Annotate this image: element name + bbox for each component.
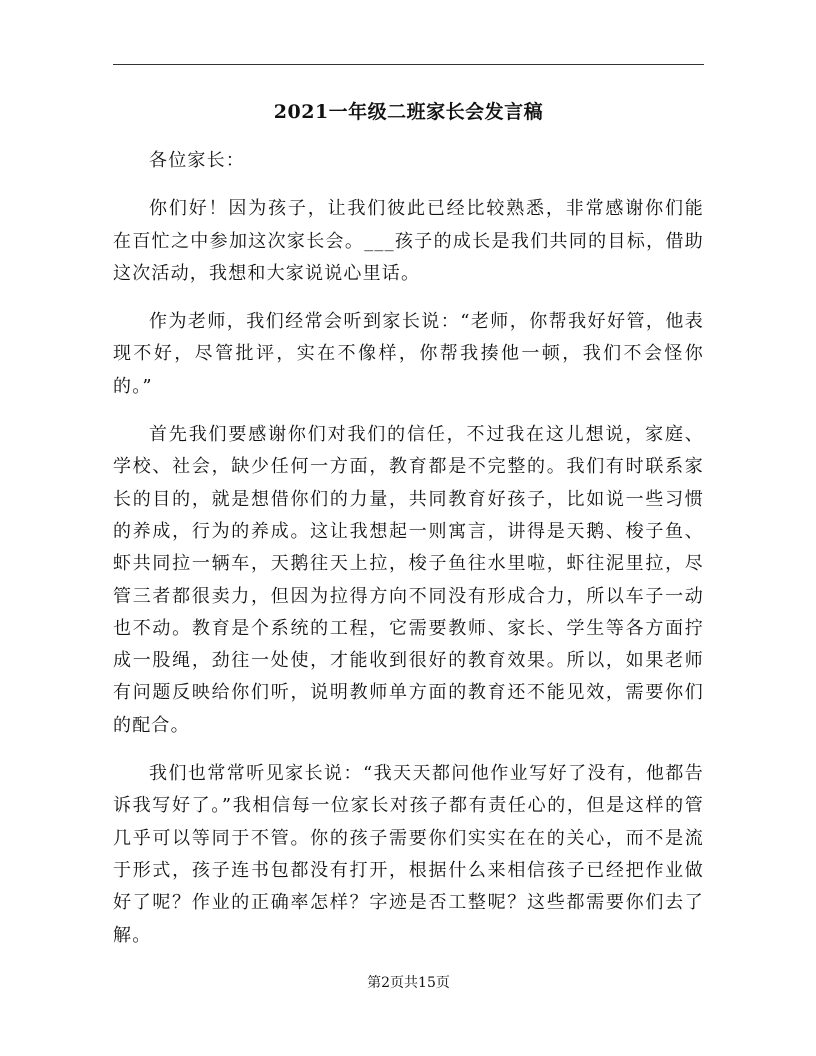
paragraph: 作为老师，我们经常会听到家长说：“老师，你帮我好好管，他表现不好，尽管批评，实在不像样，你帮我揍他一顿，我们不会怪你的。” [113, 311, 704, 397]
greeting: 各位家长： [149, 150, 245, 171]
header-rule [113, 64, 704, 65]
paragraph: 首先我们要感谢你们对我们的信任，不过我在这儿想说，家庭、学校、社会，缺少任何一方面，教育都是不完整的。我们有时联系家长的目的，就是想借你们的力量，共同教育好孩子，比如说一些习惯的养成，行为的养成。这让我想起一则寓言，讲得是天鹅、梭子鱼、虾共同拉一辆车，天鹅往天上拉，梭子鱼往水里啦，虾往泥里拉，尽管三者都很卖力，但因为拉得方向不同没有形成合力，所以车子一动也不动。教育是个系统的工程，它需要教师、家长、学生等各方面拧成一股绳，劲往一处使，才能收到很好的教育效果。所以，如果老师有问题反映给你们听，说明教师单方面的教育还不能见效，需要你们的配合。 [113, 424, 704, 736]
paragraph: 你们好！因为孩子，让我们彼此已经比较熟悉，非常感谢你们能在百忙之中参加这次家长会。___孩子的成长是我们共同的目标，借助这次活动，我想和大家说说心里话。 [113, 198, 704, 284]
page-number: 第2页共15页 [367, 975, 450, 991]
document-body [113, 145, 704, 968]
paragraph: 我们也常常听见家长说：“我天天都问他作业写好了没有，他都告诉我写好了。”我相信每一位家长对孩子都有责任心的，但是这样的管几乎可以等同于不管。你的孩子需要你们实实在在的关心，而不是流于形式，孩子连书包都没有打开，根据什么来相信孩子已经把作业做好了呢？作业的正确率怎样？字迹是否工整呢？这些都需要你们去了解。 [113, 763, 704, 946]
document-title: 2021一年级二班家长会发言稿 [273, 101, 544, 123]
